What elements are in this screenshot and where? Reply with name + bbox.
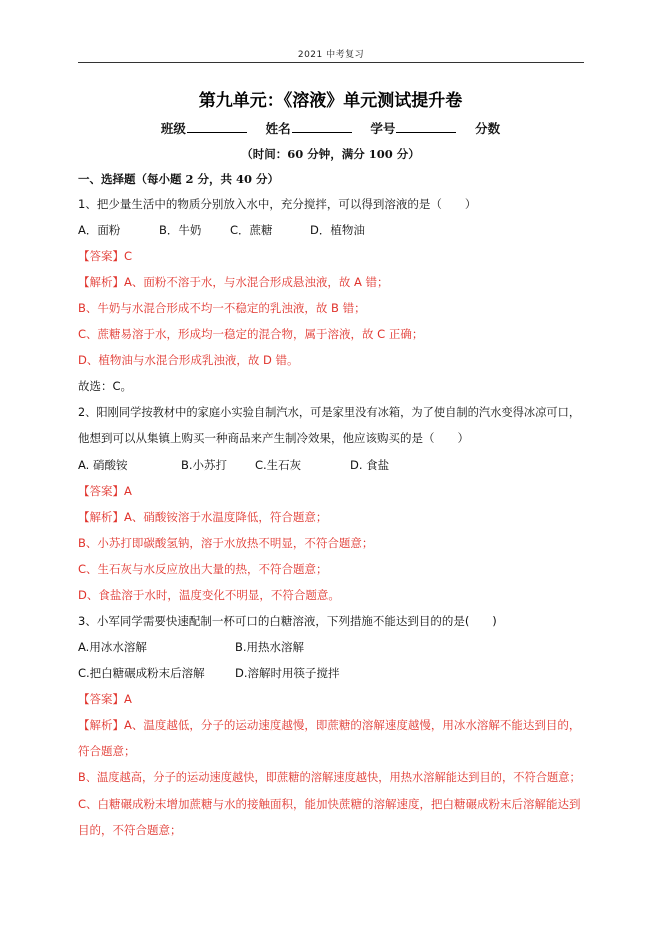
q2-stem-line1: 2、阳刚同学按教材中的家庭小实验自制汽水，可是家里没有冰箱，为了使自制的汽水变得冰凉可口，	[78, 406, 581, 419]
q1-option-d: D．植物油	[310, 223, 365, 237]
q3-analysis-line: 【解析】A、温度越低，分子的运动速度越慢，即蔗糖的溶解速度越慢，用冰水溶解不能达到目的，	[78, 718, 581, 732]
score-label: 分数	[475, 121, 501, 136]
q2-option-d: D. 食盐	[350, 458, 390, 472]
q3-options-row2	[78, 665, 340, 681]
q2-option-a: A. 硝酸铵	[78, 458, 128, 472]
q2-analysis-line: B、小苏打即碳酸氢钠，溶于水放热不明显，不符合题意；	[78, 536, 374, 550]
q3-analysis-line: 符合题意；	[78, 744, 136, 758]
q3-options-row1	[78, 639, 304, 655]
q2-analysis-line: C、生石灰与水反应放出大量的热，不符合题意；	[78, 562, 328, 576]
time-note: （时间：60 分钟，满分 100 分）	[241, 147, 420, 161]
q1-option-a: A．面粉	[78, 223, 121, 237]
q3-option-c: C.把白糖碾成粉末后溶解	[78, 666, 205, 680]
page-header: 2021 中考复习	[297, 50, 365, 60]
q2-analysis-line: 【解析】A、硝酸铵溶于水温度降低，符合题意；	[78, 510, 328, 524]
q1-options	[78, 222, 365, 238]
q2-option-b: B.小苏打	[181, 458, 228, 472]
header-divider	[78, 62, 584, 63]
q3-stem: 3、小军同学需要快速配制一杯可口的白糖溶液，下列措施不能达到目的的是( )	[78, 614, 497, 628]
document-title: 第九单元：《溶液》单元测试提升卷	[198, 91, 463, 111]
q3-option-b: B.用热水溶解	[235, 640, 305, 654]
q1-option-b: B．牛奶	[159, 223, 202, 237]
q3-answer: 【答案】A	[78, 692, 132, 706]
q1-option-c: C．蔗糖	[230, 223, 273, 237]
q2-stem-line2: 他想到可以从集镇上购买一种商品来产生制冷效果，他应该购买的是（ ）	[78, 431, 469, 445]
q2-analysis-line: D、食盐溶于水时，温度变化不明显，不符合题意。	[78, 588, 340, 602]
q3-option-d: D.溶解时用筷子搅拌	[235, 666, 340, 680]
class-label: 班级	[160, 121, 186, 136]
q2-answer: 【答案】A	[78, 484, 132, 498]
q3-analysis-line: B、温度越高，分子的运动速度越快，即蔗糖的溶解速度越快，用热水溶解能达到目的，不符合题意；	[78, 771, 581, 784]
id-blank	[396, 121, 456, 133]
q1-stem: 1、把少量生活中的物质分别放入水中，充分搅拌，可以得到溶液的是（ ）	[78, 197, 477, 211]
q1-analysis-line: C、蔗糖易溶于水，形成均一稳定的混合物，属于溶液，故 C 正确；	[78, 327, 424, 341]
q3-option-a: A.用冰水溶解	[78, 640, 147, 654]
class-blank	[187, 121, 247, 133]
q1-conclusion: 故选：C。	[78, 379, 133, 393]
id-label: 学号	[370, 121, 396, 136]
section-heading: 一、选择题（每小题 2 分，共 40 分）	[78, 172, 280, 186]
q2-options	[78, 457, 389, 473]
q3-analysis-line: C、白糖碾成粉末增加蔗糖与水的接触面积，能加快蔗糖的溶解速度，把白糖碾成粉末后溶解能达到	[78, 797, 581, 811]
q1-analysis-line: D、植物油与水混合形成乳浊液，故 D 错。	[78, 353, 299, 367]
q3-analysis-line: 目的，不符合题意；	[78, 823, 182, 837]
student-info-line	[0, 119, 661, 137]
q2-option-c: C.生石灰	[255, 458, 302, 472]
name-blank	[292, 121, 352, 133]
q1-analysis-line: 【解析】A、面粉不溶于水，与水混合形成悬浊液，故 A 错；	[78, 275, 389, 289]
name-label: 姓名	[265, 121, 291, 136]
q1-analysis-line: B、牛奶与水混合形成不均一不稳定的乳浊液，故 B 错；	[78, 301, 366, 315]
q1-answer: 【答案】C	[78, 249, 133, 263]
